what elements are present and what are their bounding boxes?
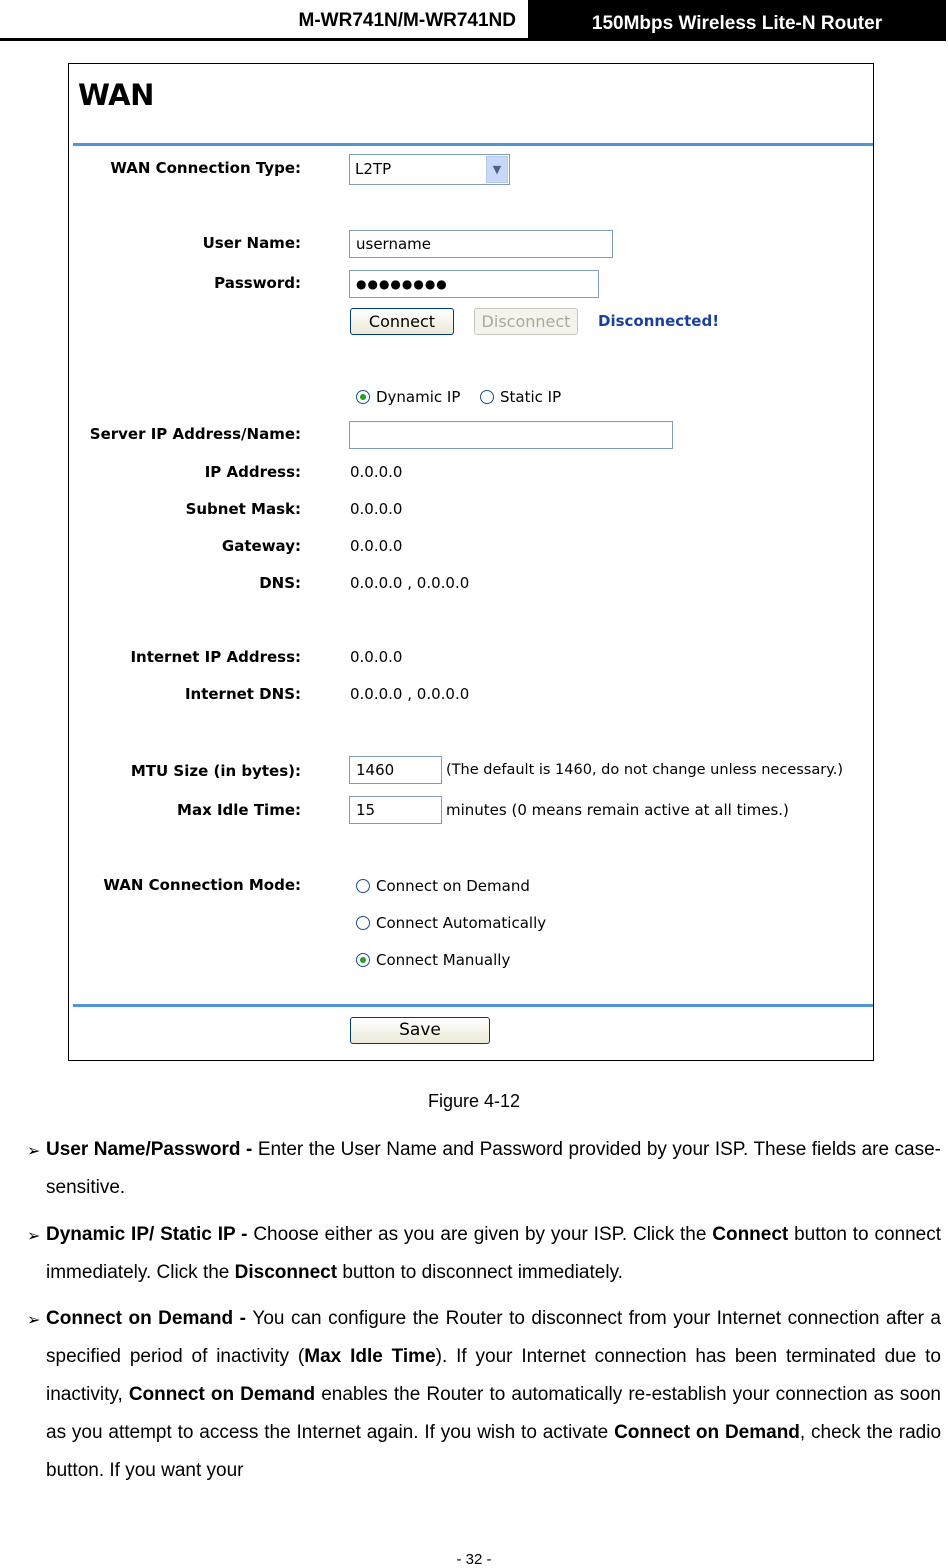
disconnect-button[interactable]: Disconnect (474, 308, 578, 335)
header-rule (0, 38, 946, 41)
connect-button[interactable]: Connect (350, 308, 454, 335)
bottom-divider (73, 1004, 874, 1007)
wan-title: WAN (78, 78, 154, 112)
ip-address-value: 0.0.0.0 (350, 463, 403, 481)
connect-automatically-radio[interactable] (356, 914, 546, 932)
bullet-2-text-b: button to connect immediately. Click the (46, 1224, 941, 1283)
connection-status: Disconnected! (598, 312, 720, 330)
dynamic-ip-radio[interactable] (356, 388, 460, 406)
bullet-3-text-b: ). If your Internet connection has been terminated due to inactivity, (46, 1346, 941, 1405)
internet-dns-value: 0.0.0.0 , 0.0.0.0 (350, 685, 470, 703)
bullet-1-text: Enter the User Name and Password provided by your ISP. These fields are case-sensitive. (46, 1139, 941, 1198)
header-model: M-WR741N/M-WR741ND (298, 10, 516, 31)
password-label: Password: (214, 274, 301, 292)
bullet-3-term: Connect on Demand - (46, 1308, 253, 1329)
subnet-mask-label: Subnet Mask: (185, 500, 301, 518)
max-idle-input[interactable]: 15 (349, 796, 442, 824)
radio-unchecked-icon (356, 916, 370, 930)
bullet-3-text-d: , check the radio button. If you want your (46, 1422, 942, 1481)
mtu-size-input[interactable]: 1460 (349, 756, 442, 784)
bullet-user-name-password (46, 1131, 941, 1207)
radio-unchecked-icon (480, 390, 494, 404)
figure-caption: Figure 4-12 (427, 1091, 521, 1111)
bullet-dynamic-static-ip (46, 1216, 941, 1292)
dns-label: DNS: (259, 574, 301, 592)
connect-on-demand-radio[interactable] (356, 877, 530, 895)
header-product-title: 150Mbps Wireless Lite-N Router (528, 0, 946, 40)
bullet-3-demand-2: Connect on Demand (614, 1422, 800, 1443)
dns-value: 0.0.0.0 , 0.0.0.0 (350, 574, 470, 592)
wan-settings-screenshot (68, 63, 874, 1061)
bullet-2-text-a: Choose either as you are given by your ISP. Click the (253, 1224, 713, 1245)
mtu-hint: (The default is 1460, do not change unless necessary.) (446, 762, 843, 778)
connect-manually-radio[interactable] (356, 951, 510, 969)
connect-manually-label: Connect Manually (376, 951, 511, 969)
ip-address-label: IP Address: (204, 463, 301, 481)
bullet-1-term: User Name/Password - (46, 1139, 258, 1160)
connection-type-select[interactable] (349, 154, 510, 185)
server-ip-input[interactable] (349, 421, 673, 449)
bullet-2-disconnect: Disconnect (234, 1262, 338, 1283)
max-idle-hint: minutes (0 means remain active at all times.) (446, 801, 789, 819)
bullet-connect-on-demand (46, 1300, 941, 1490)
radio-checked-icon (356, 953, 370, 967)
bullet-arrow-icon: ➢ (27, 1228, 41, 1245)
radio-unchecked-icon (356, 879, 370, 893)
user-name-label: User Name: (202, 234, 301, 252)
connection-mode-label: WAN Connection Mode: (103, 876, 301, 894)
subnet-mask-value: 0.0.0.0 (350, 500, 403, 518)
static-ip-radio[interactable] (480, 388, 561, 406)
save-button[interactable]: Save (350, 1017, 490, 1044)
gateway-label: Gateway: (221, 537, 301, 555)
bullet-3-max-idle: Max Idle Time (304, 1346, 436, 1367)
connection-type-value: L2TP (355, 160, 392, 178)
radio-checked-icon (356, 390, 370, 404)
bullet-3-text-c: enables the Router to automatically re-establish your connection as soon as you attempt to access the Internet again. If you wish to activate (46, 1384, 942, 1443)
server-ip-label: Server IP Address/Name: (89, 425, 301, 443)
internet-dns-label: Internet DNS: (184, 685, 301, 703)
top-divider (73, 143, 874, 146)
gateway-value: 0.0.0.0 (350, 537, 403, 555)
static-ip-label: Static IP (500, 388, 562, 406)
connection-type-label: WAN Connection Type: (110, 159, 301, 177)
connect-automatically-label: Connect Automatically (376, 914, 547, 932)
mtu-size-label: MTU Size (in bytes): (130, 762, 301, 780)
bullet-arrow-icon: ➢ (27, 1312, 41, 1329)
bullet-arrow-icon: ➢ (27, 1143, 41, 1160)
chevron-down-icon[interactable]: ▼ (486, 156, 508, 183)
password-input[interactable]: ●●●●●●●● (349, 270, 599, 298)
dynamic-ip-label: Dynamic IP (376, 388, 461, 406)
bullet-3-text-a: You can configure the Router to disconnect from your Internet connection after a specified period of inactivity ( (46, 1308, 942, 1367)
internet-ip-value: 0.0.0.0 (350, 648, 403, 666)
connect-on-demand-label: Connect on Demand (376, 877, 530, 895)
bullet-2-term: Dynamic IP/ Static IP - (46, 1224, 254, 1245)
max-idle-label: Max Idle Time: (177, 801, 301, 819)
bullet-2-connect: Connect (712, 1224, 789, 1245)
user-name-input[interactable]: username (349, 230, 613, 258)
internet-ip-label: Internet IP Address: (130, 648, 301, 666)
bullet-2-text-c: button to disconnect immediately. (337, 1262, 623, 1283)
page-number: - 32 - (456, 1551, 492, 1568)
bullet-3-demand: Connect on Demand (128, 1384, 316, 1405)
